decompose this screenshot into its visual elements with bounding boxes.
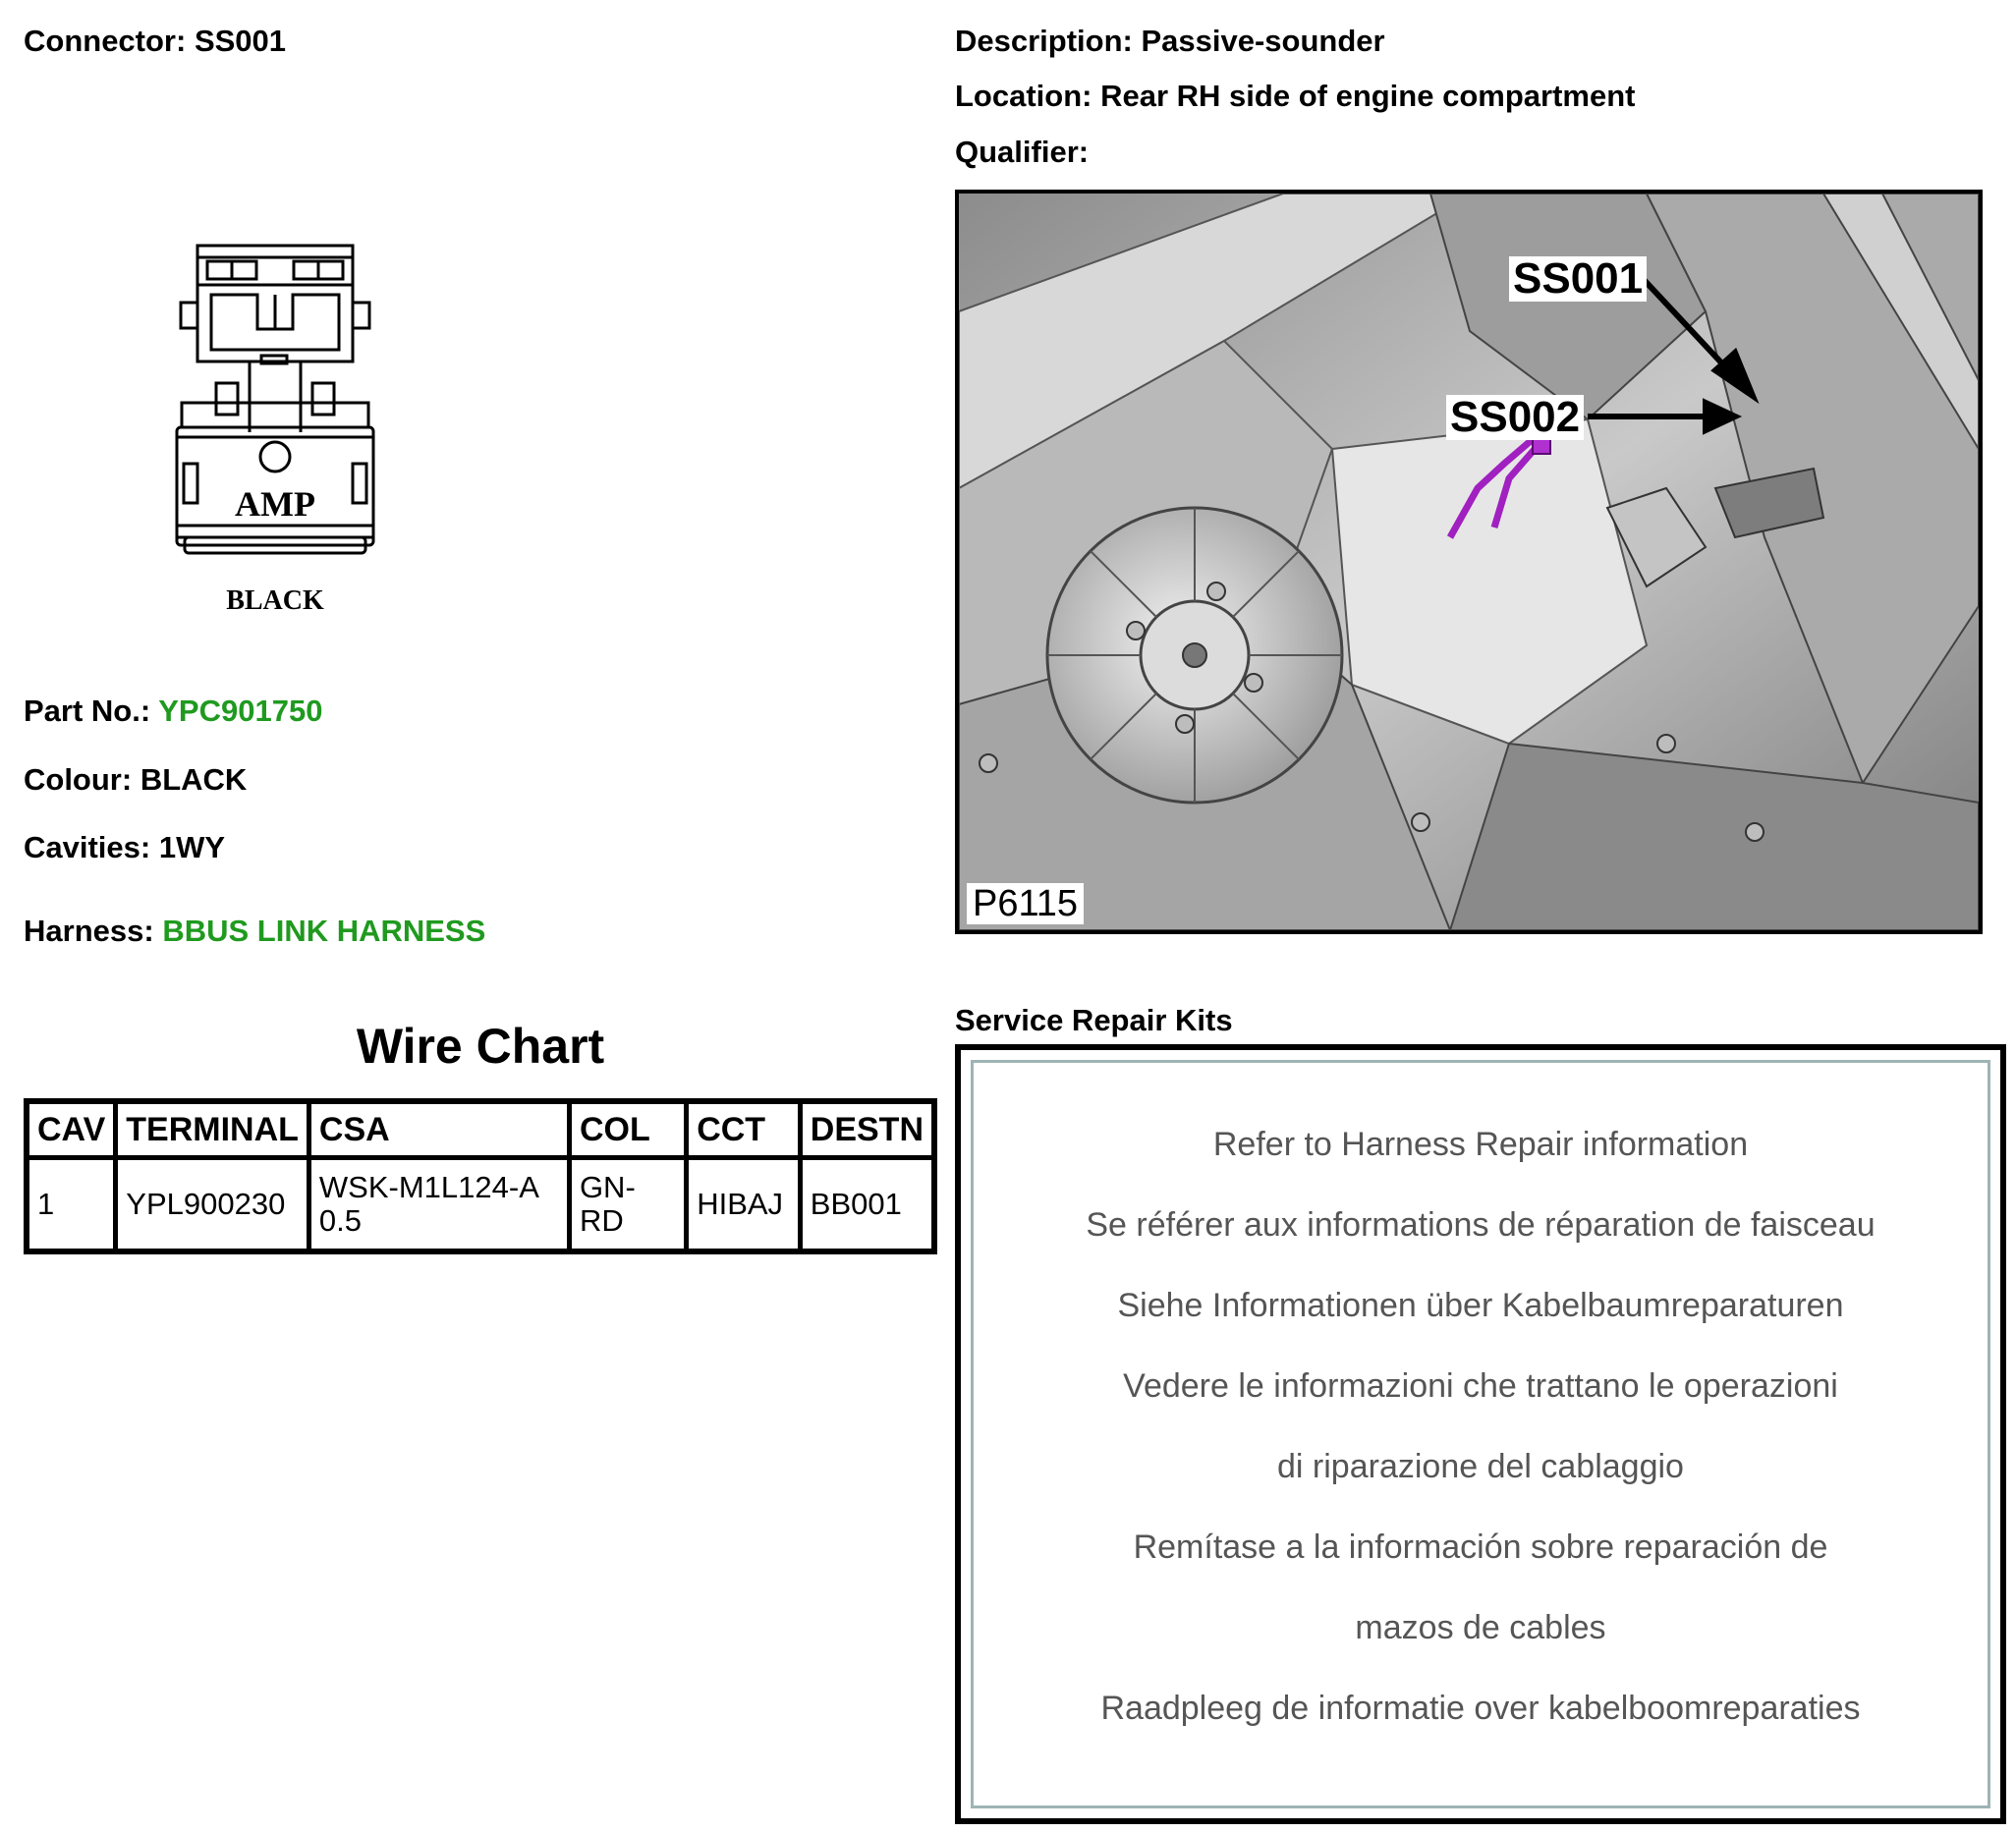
kit-line-es-2: mazos de cables xyxy=(1355,1609,1606,1646)
table-row xyxy=(27,1158,934,1252)
harness-value[interactable]: BBUS LINK HARNESS xyxy=(162,914,486,948)
kit-line-fr: Se référer aux informations de réparation de faisceau xyxy=(1086,1206,1876,1244)
description-field xyxy=(955,24,1385,59)
cell-col-line-2: RD xyxy=(579,1203,624,1238)
cavities-label: Cavities: xyxy=(24,830,151,864)
cell-csa-line-1: WSK-M1L124-A xyxy=(318,1170,539,1204)
location-field xyxy=(955,79,1635,114)
callout-ss002: SS002 xyxy=(1446,395,1584,440)
part-no-label: Part No.: xyxy=(24,694,151,728)
header-destn: DESTN xyxy=(800,1101,934,1158)
cell-cct: HIBAJ xyxy=(687,1158,801,1252)
connector-colour-caption: BLACK xyxy=(226,585,324,616)
header-terminal: TERMINAL xyxy=(116,1101,309,1158)
wire-chart-header-row xyxy=(27,1101,934,1158)
kit-line-it-1: Vedere le informazioni che trattano le operazioni xyxy=(1123,1367,1838,1405)
description-label: Description: xyxy=(955,24,1133,58)
cell-csa-line-2: 0.5 xyxy=(318,1203,363,1238)
cell-terminal: YPL900230 xyxy=(116,1158,309,1252)
description-value: Passive-sounder xyxy=(1141,24,1385,58)
header-col: COL xyxy=(569,1101,686,1158)
cell-col-line-1: GN- xyxy=(579,1170,636,1204)
callout-ss001: SS001 xyxy=(1509,256,1647,302)
connector-brand-text: AMP xyxy=(235,484,315,524)
cavities-value: 1WY xyxy=(158,830,226,864)
harness-label: Harness: xyxy=(24,914,154,948)
location-label: Location: xyxy=(955,79,1092,113)
cell-destn: BB001 xyxy=(800,1158,934,1252)
service-repair-kits-box xyxy=(955,1044,2006,1824)
kit-line-de: Siehe Informationen über Kabelbaumreparaturen xyxy=(1117,1287,1844,1324)
header-cav: CAV xyxy=(27,1101,116,1158)
location-illustration xyxy=(955,190,1983,934)
service-repair-kits-inner-frame xyxy=(971,1060,1990,1808)
header-csa: CSA xyxy=(308,1101,569,1158)
wire-chart-title: Wire Chart xyxy=(356,1019,605,1074)
header-cct: CCT xyxy=(687,1101,801,1158)
cell-csa xyxy=(308,1158,569,1252)
wire-chart-table xyxy=(24,1098,937,1254)
illustration-id: P6115 xyxy=(967,883,1084,924)
harness-field xyxy=(24,914,485,949)
part-no-value[interactable]: YPC901750 xyxy=(158,694,323,728)
kit-line-it-2: di riparazione del cablaggio xyxy=(1277,1448,1684,1485)
kit-line-en: Refer to Harness Repair information xyxy=(1212,1126,1749,1163)
connector-field xyxy=(24,24,286,59)
connector-label: Connector: xyxy=(24,24,187,58)
cell-col xyxy=(569,1158,686,1252)
cavities-field xyxy=(24,830,225,865)
connector-drawing xyxy=(167,236,383,619)
colour-value: BLACK xyxy=(140,762,248,797)
colour-field xyxy=(24,762,247,798)
kit-line-nl: Raadpleeg de informatie over kabelboomreparaties xyxy=(1100,1690,1861,1727)
qualifier-label: Qualifier: xyxy=(955,135,1090,169)
cell-cav: 1 xyxy=(27,1158,116,1252)
location-value: Rear RH side of engine compartment xyxy=(1100,79,1636,113)
qualifier-field xyxy=(955,135,1089,170)
connector-value: SS001 xyxy=(194,24,287,58)
service-repair-kits-title: Service Repair Kits xyxy=(955,1003,1233,1037)
colour-label: Colour: xyxy=(24,762,133,797)
kit-line-es-1: Remítase a la información sobre reparación de xyxy=(1133,1528,1828,1566)
part-no-field xyxy=(24,694,322,729)
